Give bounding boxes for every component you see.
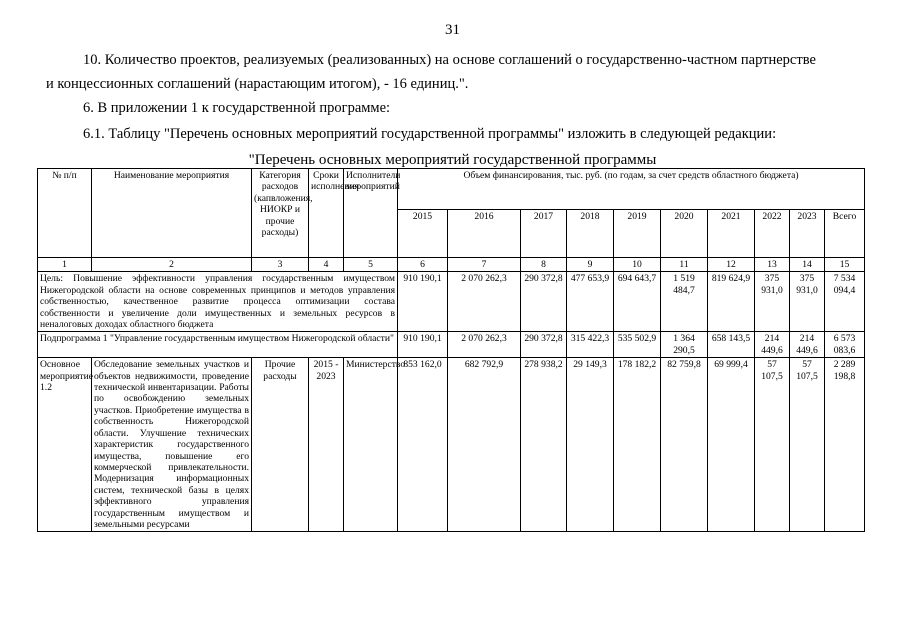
subprogram-value: 535 502,9 xyxy=(614,332,661,358)
header-term: Сроки исполнения xyxy=(309,169,344,258)
year-header: 2017 xyxy=(521,210,567,258)
year-header: 2020 xyxy=(661,210,708,258)
column-number: 3 xyxy=(252,258,309,272)
goal-value: 477 653,9 xyxy=(567,272,614,332)
measure-name: Обследование земельных участков и объектов недвижимости, проведение технической инвентаризации. Работы по освобождению земельных участков. Приобретение имущества в собственность Нижегородской области. Улучшение технических характеристик государственного имущества, повышение его коммерческой привлекательности. Модернизация информационных систем, технической базы в целях эффективного управления государственным имуществом и земельными ресурсами xyxy=(92,358,252,532)
goal-value: 694 643,7 xyxy=(614,272,661,332)
measure-total: 2 289 198,8 xyxy=(825,358,865,532)
year-header: 2019 xyxy=(614,210,661,258)
goal-value: 819 624,9 xyxy=(708,272,755,332)
column-number: 13 xyxy=(755,258,790,272)
goal-row xyxy=(38,272,865,332)
header-name: Наименование мероприятия xyxy=(92,169,252,258)
subprogram-value: 290 372,8 xyxy=(521,332,567,358)
paragraph-10: 10. Количество проектов, реализуемых (реализованных) на основе соглашений о государственно-частном партнерстве xyxy=(83,52,816,68)
goal-value: 375 931,0 xyxy=(755,272,790,332)
measure-value: 178 182,2 xyxy=(614,358,661,532)
column-number: 9 xyxy=(567,258,614,272)
subprogram-value: 1 364 290,5 xyxy=(661,332,708,358)
measure-value: 82 759,8 xyxy=(661,358,708,532)
year-header: 2015 xyxy=(398,210,448,258)
subprogram-value: 658 143,5 xyxy=(708,332,755,358)
total-header: Всего xyxy=(825,210,865,258)
year-header: 2021 xyxy=(708,210,755,258)
goal-value: 375 931,0 xyxy=(790,272,825,332)
subprogram-value: 315 422,3 xyxy=(567,332,614,358)
year-header: 2023 xyxy=(790,210,825,258)
column-number: 7 xyxy=(448,258,521,272)
measure-term: 2015 - 2023 xyxy=(309,358,344,532)
measure-value: 682 792,9 xyxy=(448,358,521,532)
measure-value: 853 162,0 xyxy=(398,358,448,532)
table-title: "Перечень основных мероприятий государственной программы xyxy=(248,152,657,168)
measure-value: 29 149,3 xyxy=(567,358,614,532)
header-category: Категория расходов (капвложения, НИОКР и прочие расходы) xyxy=(252,169,309,258)
column-number: 5 xyxy=(344,258,398,272)
subprogram-row xyxy=(38,332,865,358)
subprogram-text: Подпрограмма 1 "Управление государственным имуществом Нижегородской области" xyxy=(38,332,398,358)
goal-value: 910 190,1 xyxy=(398,272,448,332)
measure-value: 57 107,5 xyxy=(790,358,825,532)
column-number: 8 xyxy=(521,258,567,272)
column-number: 4 xyxy=(309,258,344,272)
measure-category: Прочие расходы xyxy=(252,358,309,532)
column-number: 14 xyxy=(790,258,825,272)
column-number-row xyxy=(38,258,865,272)
paragraph-6-1: 6.1. Таблицу "Перечень основных мероприятий государственной программы" изложить в следующей редакции: xyxy=(83,126,777,142)
goal-total: 7 534 094,4 xyxy=(825,272,865,332)
measure-num: Основное мероприятие 1.2 xyxy=(38,358,92,532)
measures-table xyxy=(37,168,865,532)
column-number: 12 xyxy=(708,258,755,272)
paragraph-6: 6. В приложении 1 к государственной программе: xyxy=(83,100,391,116)
measure-value: 278 938,2 xyxy=(521,358,567,532)
subprogram-value: 2 070 262,3 xyxy=(448,332,521,358)
column-number: 2 xyxy=(92,258,252,272)
column-number: 6 xyxy=(398,258,448,272)
column-number: 10 xyxy=(614,258,661,272)
header-num: № п/п xyxy=(38,169,92,258)
year-header: 2018 xyxy=(567,210,614,258)
goal-text: Цель: Повышение эффективности управления государственным имуществом Нижегородской области на основе современных принципов и методов управления собственностью, качественное развитие процесса оптимизации состава собственности и увеличение доли имущественных и земельных ресурсов в неналоговых доходах областного бюджета xyxy=(38,272,398,332)
year-header: 2016 xyxy=(448,210,521,258)
measure-value: 69 999,4 xyxy=(708,358,755,532)
measure-value: 57 107,5 xyxy=(755,358,790,532)
goal-value: 2 070 262,3 xyxy=(448,272,521,332)
header-executors: Исполнители мероприятий xyxy=(344,169,398,258)
paragraph-10-cont: и концессионных соглашений (нарастающим итогом), - 16 единиц.". xyxy=(46,76,469,92)
subprogram-value: 910 190,1 xyxy=(398,332,448,358)
measure-row xyxy=(38,358,865,532)
subprogram-total: 6 573 083,6 xyxy=(825,332,865,358)
page-number: 31 xyxy=(445,22,460,38)
measure-executor: Министерство xyxy=(344,358,398,532)
column-number: 15 xyxy=(825,258,865,272)
subprogram-value: 214 449,6 xyxy=(790,332,825,358)
column-number: 1 xyxy=(38,258,92,272)
goal-value: 290 372,8 xyxy=(521,272,567,332)
column-number: 11 xyxy=(661,258,708,272)
header-financing: Объем финансирования, тыс. руб. (по годам, за счет средств областного бюджета) xyxy=(398,169,865,210)
subprogram-value: 214 449,6 xyxy=(755,332,790,358)
goal-value: 1 519 484,7 xyxy=(661,272,708,332)
header-row xyxy=(38,169,865,210)
year-header: 2022 xyxy=(755,210,790,258)
